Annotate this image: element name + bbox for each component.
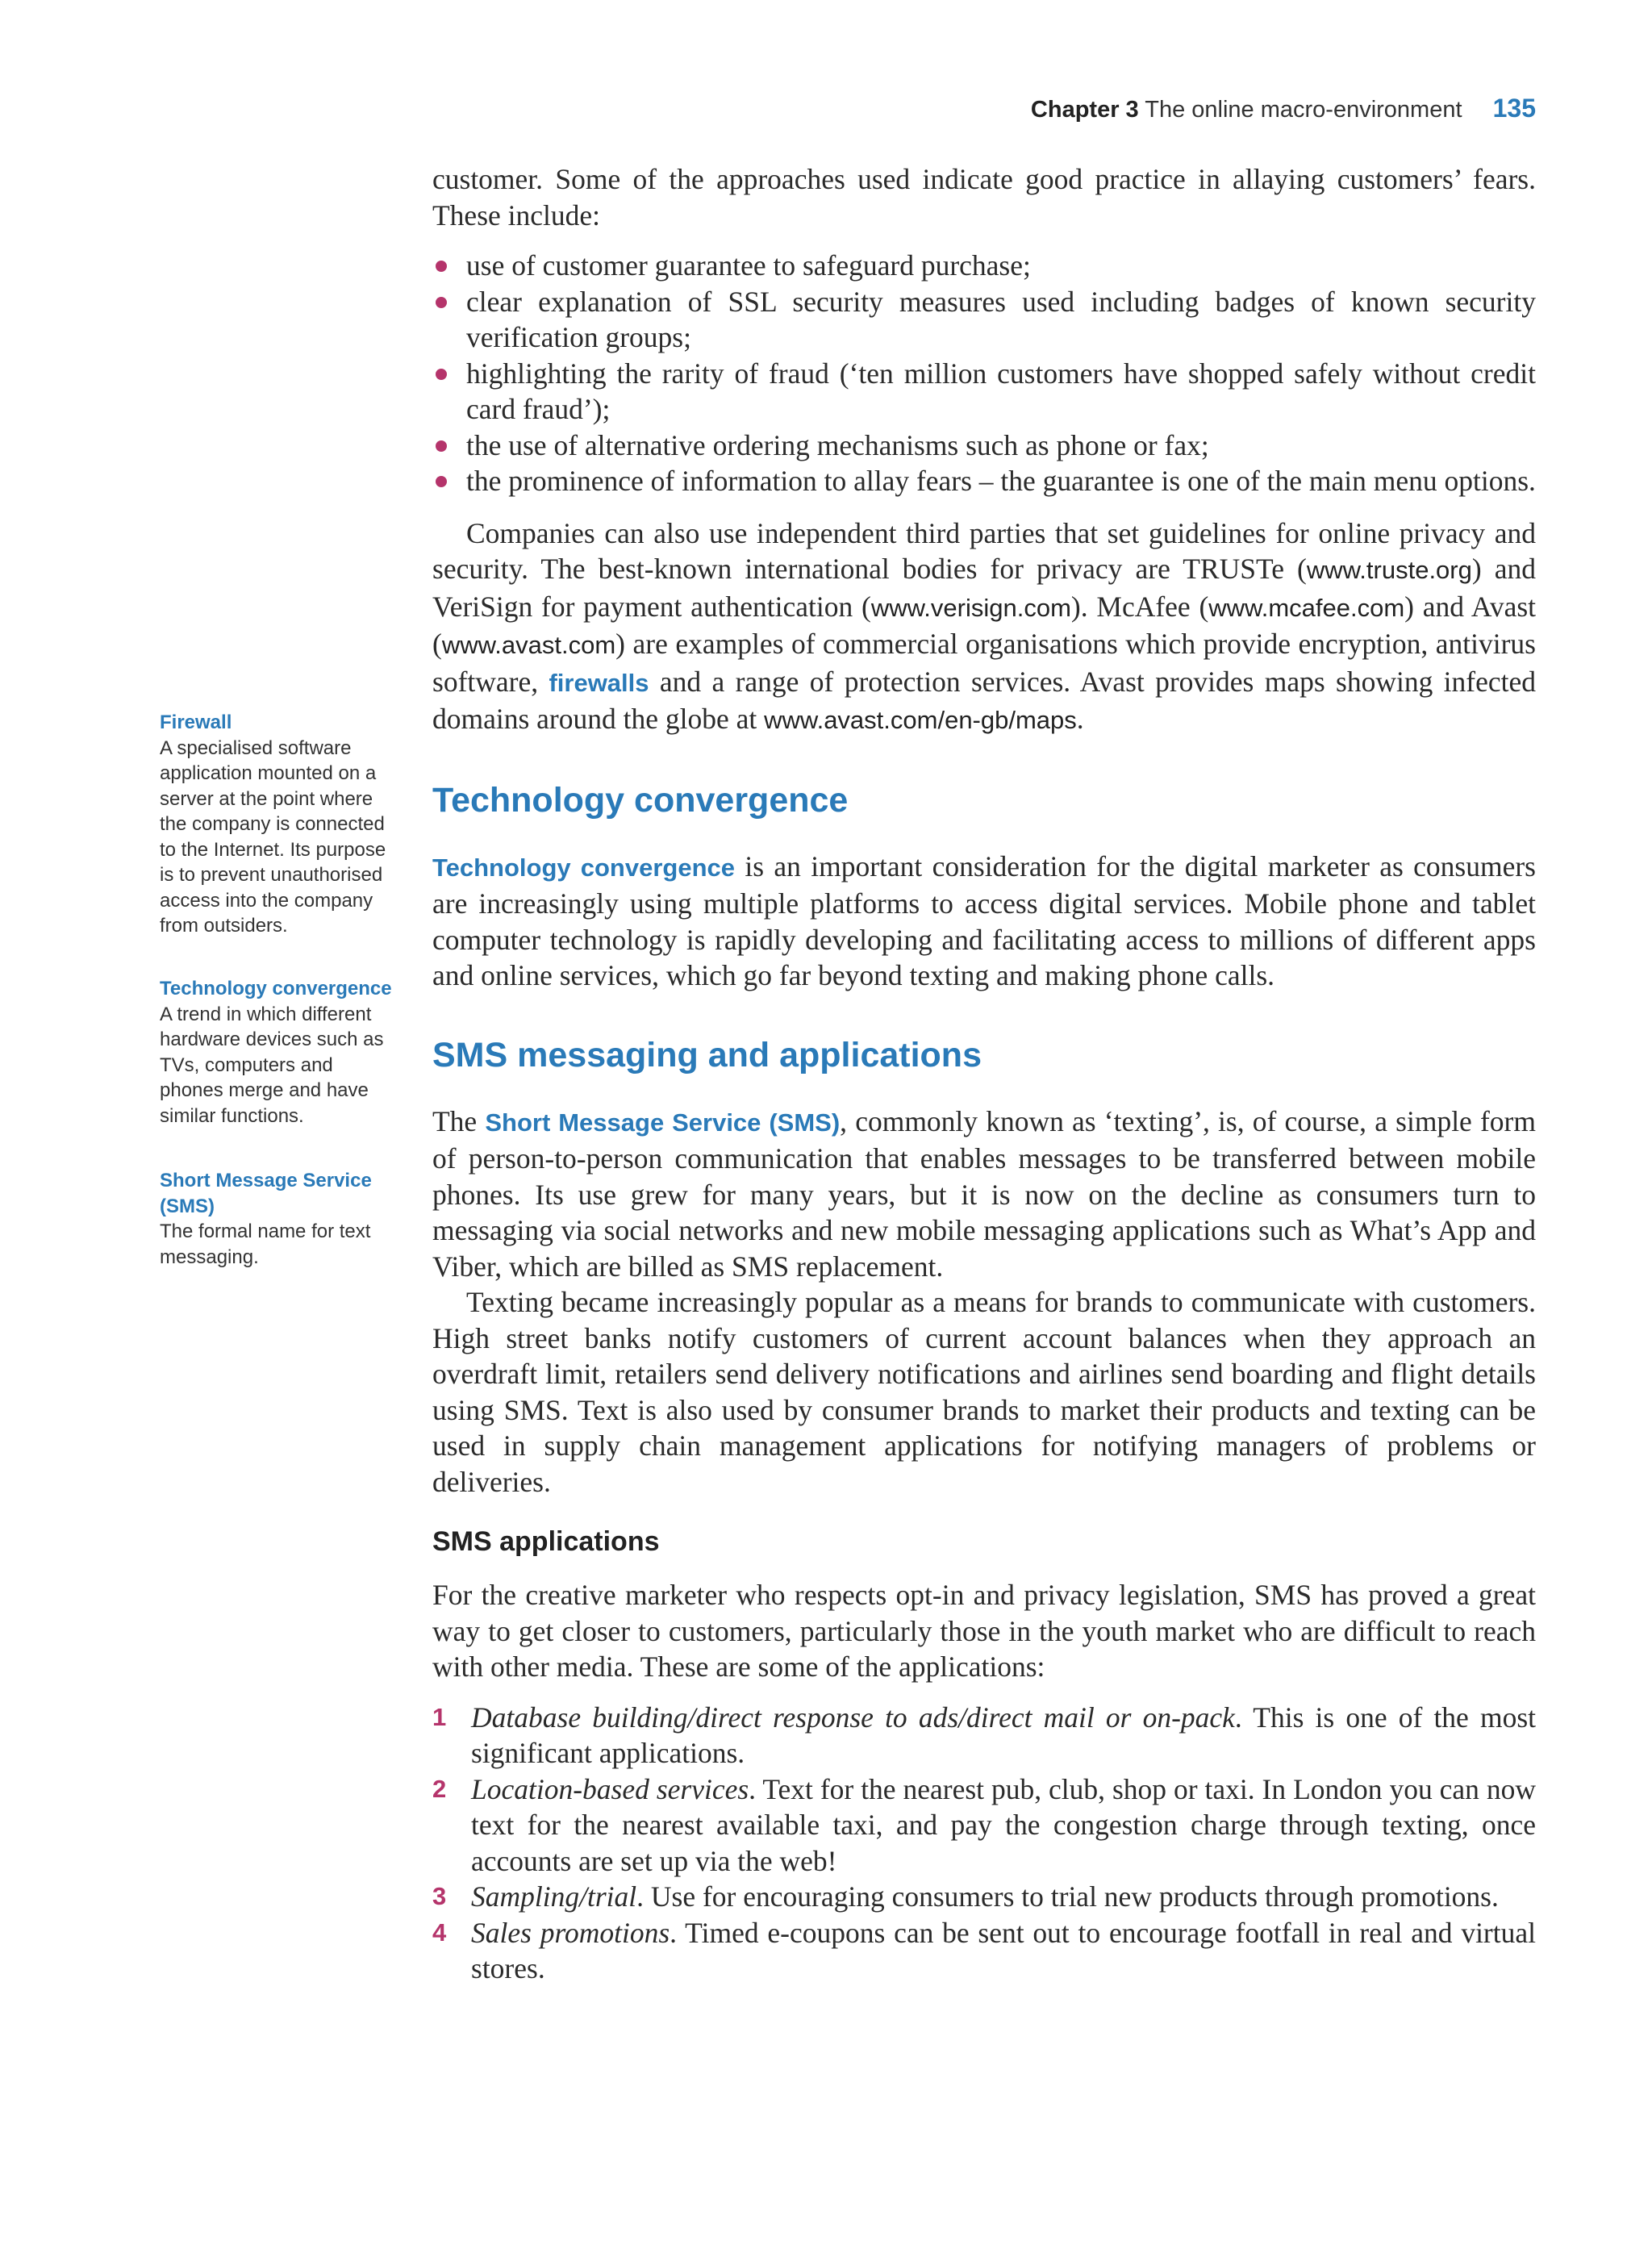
list-item: 2 Location-based services. Text for the nearest pub, club, shop or taxi. In London you can now text for the nearest available taxi, and pay the congestion charge through texting, once accounts are set up via the web!	[432, 1772, 1536, 1877]
list-item: 1 Database building/direct response to ads/direct mail or on-pack. This is one of the most significant applications.	[432, 1700, 1536, 1769]
bullet-list	[432, 248, 1536, 499]
link-truste[interactable]: www.truste.org	[1306, 556, 1472, 584]
bullet-icon	[436, 440, 447, 452]
main-column	[432, 161, 1536, 1987]
item-number: 1	[432, 1702, 447, 1731]
item-number: 2	[432, 1774, 447, 1803]
glossary-definition: A specialised software application mounted on a server at the point where the company is connected to the Internet. Its purpose is to prevent unauthorised access into the company from outsiders.	[160, 737, 386, 937]
page-number: 135	[1492, 94, 1536, 123]
glossary-definition: The formal name for text messaging.	[160, 1221, 371, 1268]
bullet-icon	[436, 297, 447, 308]
running-head	[1031, 94, 1536, 123]
continuation-paragraph: customer. Some of the approaches used indicate good practice in allaying customers’ fears. These include:	[432, 163, 1536, 232]
glossary-term: Firewall	[160, 711, 232, 733]
chapter-number: Chapter 3	[1030, 97, 1139, 123]
list-item: the use of alternative ordering mechanisms such as phone or fax;	[432, 428, 1536, 464]
list-item: use of customer guarantee to safeguard purchase;	[432, 248, 1536, 284]
link-verisign[interactable]: www.verisign.com	[870, 593, 1071, 622]
link-avast[interactable]: www.avast.com	[441, 631, 616, 659]
list-item: the prominence of information to allay fears – the guarantee is one of the main menu options.	[432, 463, 1536, 499]
keyword-technology-convergence: Technology convergence	[432, 853, 735, 882]
chapter-title: The online macro-environment	[1145, 97, 1462, 123]
list-item: clear explanation of SSL security measures used including badges of known security verification groups;	[432, 284, 1536, 356]
heading-sms-applications: SMS applications	[432, 1526, 660, 1557]
item-number: 4	[432, 1917, 447, 1947]
heading-sms-messaging: SMS messaging and applications	[432, 1035, 982, 1075]
link-mcafee[interactable]: www.mcafee.com	[1208, 593, 1405, 622]
keyword-sms: Short Message Service (SMS)	[485, 1108, 841, 1137]
glossary-definition: A trend in which different hardware devices such as TVs, computers and phones merge and have similar functions.	[160, 1003, 384, 1127]
glossary-firewall	[160, 710, 402, 939]
applications-intro: For the creative marketer who respects opt-in and privacy legislation, SMS has proved a great way to get closer to customers, particularly those in the youth market who are difficult to reach with other media. These are some of the applications:	[432, 1579, 1536, 1683]
glossary-term: Short Message Service (SMS)	[160, 1170, 372, 1217]
heading-technology-convergence: Technology convergence	[432, 780, 849, 820]
bullet-icon	[436, 369, 447, 380]
list-item: 3 Sampling/trial. Use for encouraging consumers to trial new products through promotions.	[432, 1879, 1536, 1915]
bullet-icon	[436, 261, 447, 272]
technology-paragraph: Technology convergence is an important consideration for the digital marketer as consumers are increasingly using multiple platforms to access digital services. Mobile phone and tablet computer technology is rapidly developing and facilitating access to millions of different apps and online services, which go far beyond texting and making phone calls.	[432, 849, 1536, 991]
applications-list	[432, 1700, 1536, 1987]
bullet-icon	[436, 476, 447, 487]
list-item: highlighting the rarity of fraud (‘ten million customers have shopped safely without credit card fraud’);	[432, 356, 1536, 428]
glossary-technology-convergence	[160, 976, 402, 1129]
keyword-firewalls: firewalls	[549, 668, 649, 697]
glossary-term: Technology convergence	[160, 978, 392, 999]
link-avast-maps[interactable]: www.avast.com/en-gb/maps	[764, 706, 1077, 734]
glossary-sms	[160, 1168, 402, 1270]
sms-paragraph-2: Texting became increasingly popular as a means for brands to communicate with customers. High street banks notify customers of current account balances when they approach an overdraft limit, retailers send delivery notifications and airlines send boarding and flight details using SMS. Text is also used by consumer brands to market their products and texting can be used in supply chain management applications for notifying managers of problems or deliveries.	[432, 1286, 1536, 1498]
item-number: 3	[432, 1882, 447, 1910]
list-item: 4 Sales promotions. Timed e-coupons can be sent out to encourage footfall in real and virtual stores.	[432, 1916, 1536, 1984]
sms-paragraph-1: The Short Message Service (SMS), commonly known as ‘texting’, is, of course, a simple form of person-to-person communication that enables messages to be transferred between mobile phones. Its use grew for many years, but it is now on the decline as consumers turn to messaging via social networks and new mobile messaging applications such as What’s App and Viber, which are billed as SMS replacement.	[432, 1104, 1536, 1283]
companies-paragraph: Companies can also use independent third parties that set guidelines for online privacy and security. The best-known international bodies for privacy are TRUSTe (www.truste.org) and VeriSign for payment authentication (www.verisign.com). McAfee (www.mcafee.com) and Avast (www.avast.com) are examples of commercial organisations which provide encryption, antivirus software, firewalls and a range of protection services. Avast provides maps showing infected domains around the globe at www.avast.com/en-gb/maps.	[432, 516, 1537, 735]
